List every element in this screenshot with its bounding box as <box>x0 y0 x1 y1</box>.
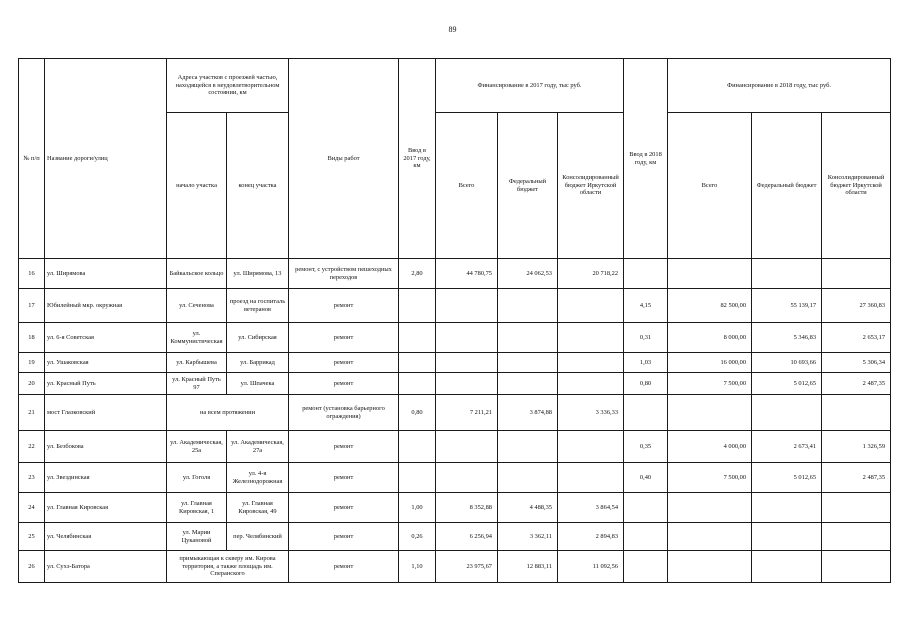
table-row <box>19 353 891 373</box>
cell-in18 <box>624 523 668 551</box>
header-federal-2018: Федеральный бюджет <box>752 113 822 259</box>
cell-works: ремонт <box>289 373 399 395</box>
cell-in18 <box>624 551 668 583</box>
roads-table <box>18 58 891 583</box>
cell-end: ул. 4-я Железнодорожная <box>227 463 289 493</box>
cell-con17 <box>558 463 624 493</box>
cell-tot17 <box>436 463 498 493</box>
cell-works: ремонт <box>289 431 399 463</box>
cell-fed17 <box>498 323 558 353</box>
cell-end: ул. Главная Кировская, 49 <box>227 493 289 523</box>
header-start: начало участка <box>167 113 227 259</box>
cell-end: ул. Баррикад <box>227 353 289 373</box>
header-fin-2018: Финансирование в 2018 году, тыс руб. <box>668 59 891 113</box>
cell-no: 20 <box>19 373 45 395</box>
cell-tot17 <box>436 431 498 463</box>
cell-no: 21 <box>19 395 45 431</box>
cell-con17: 20 718,22 <box>558 259 624 289</box>
cell-tot17: 23 975,67 <box>436 551 498 583</box>
cell-start: ул. Сеченова <box>167 289 227 323</box>
cell-fed17 <box>498 289 558 323</box>
cell-con18 <box>822 259 891 289</box>
table-row <box>19 259 891 289</box>
cell-name: ул. Звездинская <box>45 463 167 493</box>
cell-name: ул. Сухэ-Батора <box>45 551 167 583</box>
cell-in18 <box>624 493 668 523</box>
cell-con17 <box>558 323 624 353</box>
cell-tot18: 82 500,00 <box>668 289 752 323</box>
table-row <box>19 373 891 395</box>
cell-tot18: 4 000,00 <box>668 431 752 463</box>
cell-works: ремонт <box>289 463 399 493</box>
cell-in18 <box>624 259 668 289</box>
cell-con18: 2 487,35 <box>822 463 891 493</box>
cell-works: ремонт <box>289 493 399 523</box>
cell-start: ул. Марии Цукановой <box>167 523 227 551</box>
cell-tot18 <box>668 493 752 523</box>
cell-fed18: 10 693,66 <box>752 353 822 373</box>
cell-works: ремонт (установка барьерного ограждения) <box>289 395 399 431</box>
cell-end: ул. Сибирская <box>227 323 289 353</box>
header-federal-2017: Федеральный бюджет <box>498 113 558 259</box>
cell-con18: 2 487,35 <box>822 373 891 395</box>
cell-start: ул. Главная Кировская, 1 <box>167 493 227 523</box>
cell-tot18 <box>668 395 752 431</box>
page-number: 89 <box>448 25 457 34</box>
cell-in17 <box>399 353 436 373</box>
cell-in18: 0,40 <box>624 463 668 493</box>
cell-fed17: 3 874,88 <box>498 395 558 431</box>
cell-name: ул. 6-я Советская <box>45 323 167 353</box>
cell-works: ремонт <box>289 323 399 353</box>
cell-fed18 <box>752 493 822 523</box>
cell-no: 25 <box>19 523 45 551</box>
header-total-2017: Всего <box>436 113 498 259</box>
cell-end: ул. Академическая, 27а <box>227 431 289 463</box>
cell-fed17 <box>498 353 558 373</box>
cell-con17 <box>558 431 624 463</box>
cell-con17 <box>558 353 624 373</box>
cell-fed18 <box>752 259 822 289</box>
cell-name: ул. Красный Путь <box>45 373 167 395</box>
header-end: конец участка <box>227 113 289 259</box>
cell-start: ул. Коммунистическая <box>167 323 227 353</box>
cell-no: 19 <box>19 353 45 373</box>
cell-fed17 <box>498 463 558 493</box>
cell-fed17: 3 362,11 <box>498 523 558 551</box>
cell-tot17 <box>436 323 498 353</box>
header-fin-2017: Финансирование в 2017 году, тыс руб. <box>436 59 624 113</box>
cell-name: ул. Безбокова <box>45 431 167 463</box>
cell-fed17: 12 883,11 <box>498 551 558 583</box>
table-row <box>19 493 891 523</box>
header-consolidated-2018: Консолидированный бюджет Иркутской области <box>822 113 891 259</box>
header-row-1 <box>19 59 891 113</box>
cell-in18: 0,35 <box>624 431 668 463</box>
cell-in18 <box>624 395 668 431</box>
cell-works: ремонт <box>289 523 399 551</box>
cell-end: ул. Ширямова, 13 <box>227 259 289 289</box>
cell-in18: 0,31 <box>624 323 668 353</box>
cell-in18: 4,15 <box>624 289 668 323</box>
cell-no: 17 <box>19 289 45 323</box>
cell-works: ремонт, с устройством пешеходных переходов <box>289 259 399 289</box>
cell-start_end: на всем протяжении <box>167 395 289 431</box>
table-row <box>19 463 891 493</box>
cell-works: ремонт <box>289 551 399 583</box>
cell-tot18 <box>668 523 752 551</box>
cell-fed17 <box>498 373 558 395</box>
cell-name: ул. Ушаковская <box>45 353 167 373</box>
cell-tot17: 7 211,21 <box>436 395 498 431</box>
cell-no: 18 <box>19 323 45 353</box>
cell-name: Юбилейный мкр. окружная <box>45 289 167 323</box>
cell-in17: 1,10 <box>399 551 436 583</box>
cell-in17 <box>399 373 436 395</box>
cell-tot17 <box>436 353 498 373</box>
cell-in17 <box>399 289 436 323</box>
header-consolidated-2017: Консолидированный бюджет Иркутской области <box>558 113 624 259</box>
cell-tot17 <box>436 373 498 395</box>
cell-con18 <box>822 493 891 523</box>
header-input-2017: Ввод в 2017 году, км <box>399 59 436 259</box>
cell-start: ул. Академическая, 25а <box>167 431 227 463</box>
cell-no: 26 <box>19 551 45 583</box>
cell-con18: 5 306,34 <box>822 353 891 373</box>
table-row <box>19 395 891 431</box>
cell-fed18 <box>752 551 822 583</box>
header-road-name: Название дороги/улиц <box>45 59 167 259</box>
cell-tot17: 8 352,88 <box>436 493 498 523</box>
cell-in18: 1,03 <box>624 353 668 373</box>
cell-name: ул. Челябинская <box>45 523 167 551</box>
cell-fed18 <box>752 395 822 431</box>
cell-start: ул. Красный Путь 97 <box>167 373 227 395</box>
cell-in17 <box>399 431 436 463</box>
cell-fed18 <box>752 523 822 551</box>
cell-tot18 <box>668 259 752 289</box>
cell-start: ул. Карбышева <box>167 353 227 373</box>
cell-in17: 2,80 <box>399 259 436 289</box>
cell-tot18: 7 500,00 <box>668 463 752 493</box>
cell-in17 <box>399 323 436 353</box>
cell-name: мост Глазковский <box>45 395 167 431</box>
header-input-2018: Ввод в 2018 году, км <box>624 59 668 259</box>
cell-con17 <box>558 289 624 323</box>
table-row <box>19 289 891 323</box>
table-row <box>19 551 891 583</box>
cell-in17: 0,26 <box>399 523 436 551</box>
cell-fed18: 5 346,83 <box>752 323 822 353</box>
cell-no: 22 <box>19 431 45 463</box>
cell-fed17: 4 488,35 <box>498 493 558 523</box>
cell-no: 16 <box>19 259 45 289</box>
header-address-group: Адреса участков с проезжей частью, находящейся в неудовлетворительном состоянии, км <box>167 59 289 113</box>
header-works: Виды работ <box>289 59 399 259</box>
cell-name: ул. Ширямова <box>45 259 167 289</box>
cell-fed18: 2 673,41 <box>752 431 822 463</box>
cell-con17: 2 894,83 <box>558 523 624 551</box>
cell-con18 <box>822 523 891 551</box>
cell-fed18: 5 012,65 <box>752 373 822 395</box>
cell-tot18 <box>668 551 752 583</box>
cell-tot18: 7 500,00 <box>668 373 752 395</box>
cell-tot17 <box>436 289 498 323</box>
cell-tot18: 8 000,00 <box>668 323 752 353</box>
cell-start: ул. Гоголя <box>167 463 227 493</box>
cell-fed18: 5 012,65 <box>752 463 822 493</box>
cell-con18: 1 326,59 <box>822 431 891 463</box>
cell-tot18: 16 000,00 <box>668 353 752 373</box>
cell-in18: 0,80 <box>624 373 668 395</box>
cell-no: 24 <box>19 493 45 523</box>
table-row <box>19 523 891 551</box>
cell-con17: 3 336,33 <box>558 395 624 431</box>
cell-works: ремонт <box>289 353 399 373</box>
cell-in17 <box>399 463 436 493</box>
cell-in17: 1,00 <box>399 493 436 523</box>
cell-start_end: примыкающая к скверу им. Кирова территория, а также площадь им. Сперанского <box>167 551 289 583</box>
cell-end: ул. Шпачека <box>227 373 289 395</box>
header-total-2018: Всего <box>668 113 752 259</box>
cell-con17: 11 092,56 <box>558 551 624 583</box>
table-row <box>19 431 891 463</box>
table-row <box>19 323 891 353</box>
cell-in17: 0,80 <box>399 395 436 431</box>
cell-tot17: 44 780,75 <box>436 259 498 289</box>
cell-con18: 27 360,83 <box>822 289 891 323</box>
header-no: № п/п <box>19 59 45 259</box>
cell-fed17: 24 062,53 <box>498 259 558 289</box>
cell-con17 <box>558 373 624 395</box>
cell-fed17 <box>498 431 558 463</box>
cell-con18 <box>822 395 891 431</box>
cell-start: Байкальское кольцо <box>167 259 227 289</box>
cell-fed18: 55 139,17 <box>752 289 822 323</box>
cell-con18 <box>822 551 891 583</box>
cell-name: ул. Главная Кировская <box>45 493 167 523</box>
cell-con17: 3 864,54 <box>558 493 624 523</box>
table-body <box>19 59 891 583</box>
cell-end: пер. Челябинский <box>227 523 289 551</box>
cell-end: проезд на госпиталь ветеранов <box>227 289 289 323</box>
cell-con18: 2 653,17 <box>822 323 891 353</box>
cell-no: 23 <box>19 463 45 493</box>
cell-tot17: 6 256,94 <box>436 523 498 551</box>
cell-works: ремонт <box>289 289 399 323</box>
